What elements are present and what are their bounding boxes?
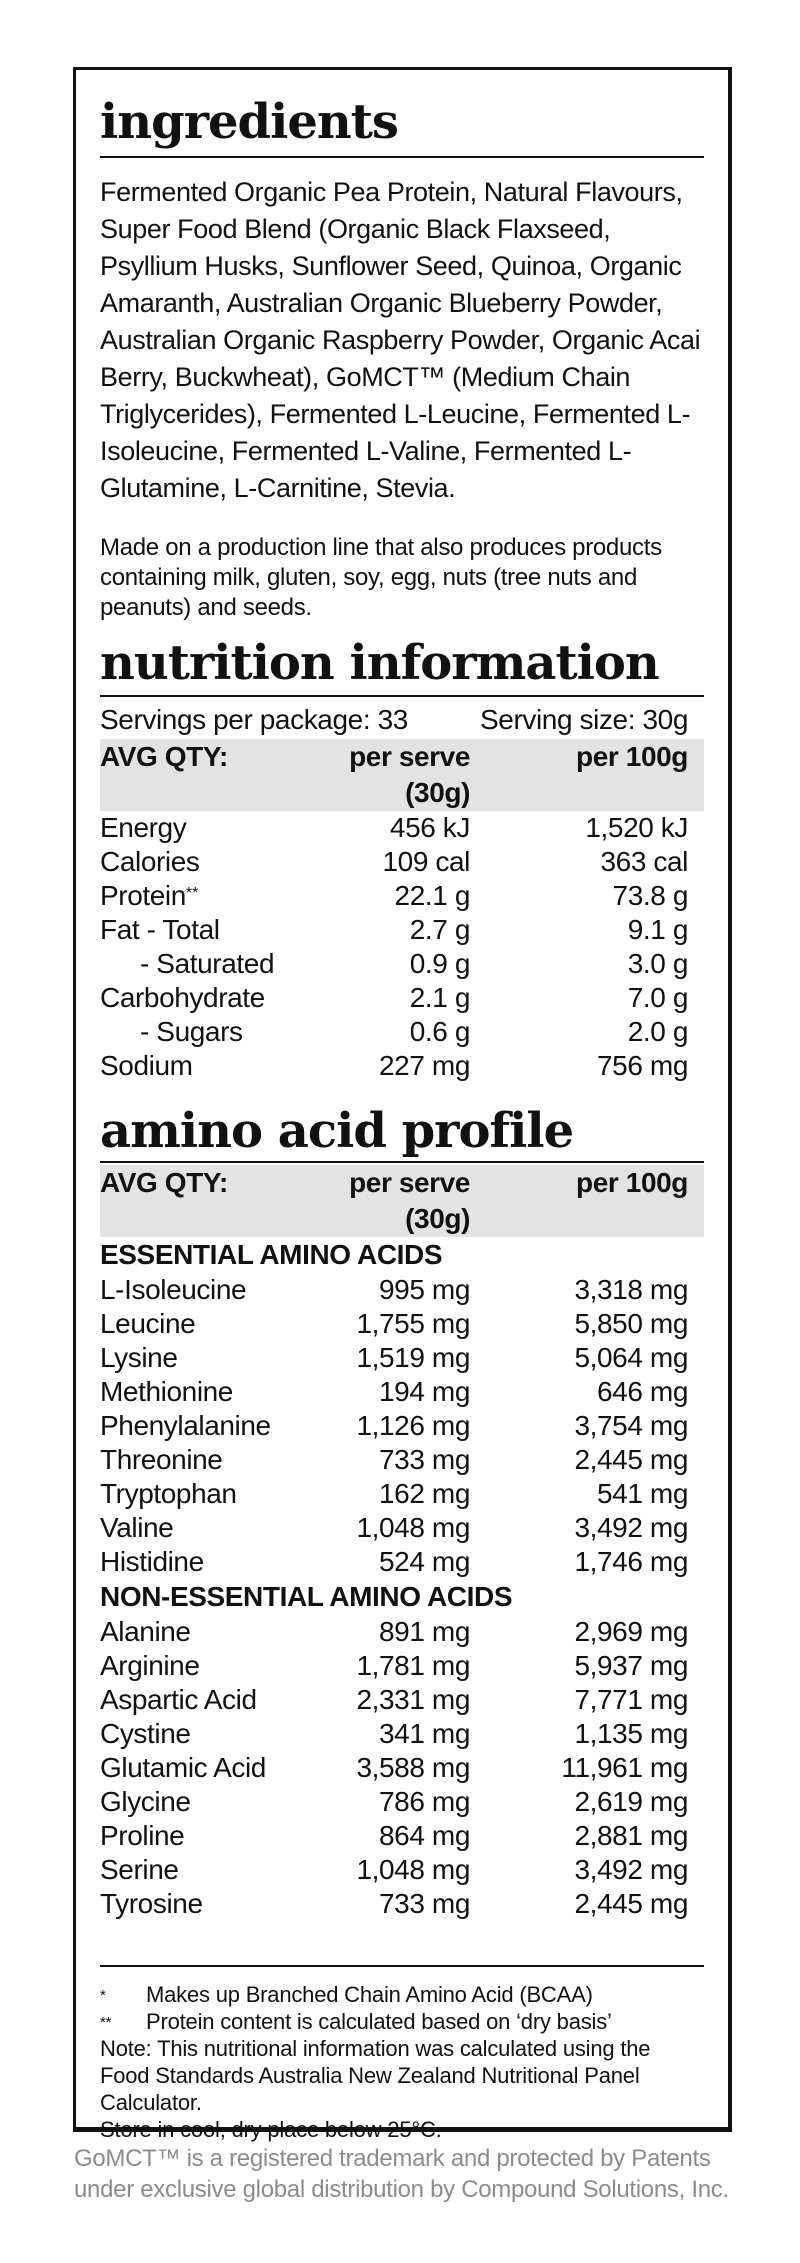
per-serve-value: 891 mg [379, 1616, 470, 1647]
per-serve-value: 1,126 mg [356, 1410, 470, 1441]
amino-row [100, 1615, 704, 1649]
per-serve-value: 1,755 mg [356, 1308, 470, 1339]
per-serve-value: 1,048 mg [356, 1512, 470, 1543]
row-label: Proline [100, 1820, 185, 1851]
row-label: Sodium [100, 1050, 193, 1081]
per-serve-header: per serve (30g) [349, 1167, 470, 1234]
per-100g-value: 2,445 mg [574, 1888, 688, 1919]
amino-row [100, 1819, 704, 1853]
nutrition-row [100, 811, 704, 845]
row-label: Threonine [100, 1444, 223, 1475]
nutrition-row [100, 981, 704, 1015]
per-serve-value: 3,588 mg [356, 1752, 470, 1783]
nutrition-table-body [100, 811, 704, 1083]
amino-row [100, 1307, 704, 1341]
row-label: Valine [100, 1512, 174, 1543]
per-100g-value: 756 mg [597, 1050, 688, 1081]
row-label: Methionine [100, 1376, 233, 1407]
divider [100, 1965, 704, 1967]
amino-row [100, 1545, 704, 1579]
per-serve-value: 524 mg [379, 1546, 470, 1577]
nutrition-heading: nutrition information [100, 635, 659, 691]
row-label: Tryptophan [100, 1478, 237, 1509]
per-100g-value: 1,746 mg [574, 1546, 688, 1577]
footnote-items [100, 1981, 704, 2035]
footnote-marker: ** [100, 2014, 112, 2031]
footnote-item [100, 1981, 704, 2008]
per-serve-value: 733 mg [379, 1888, 470, 1919]
row-label: - Saturated [140, 948, 275, 979]
row-label: Alanine [100, 1616, 191, 1647]
nutrition-row [100, 845, 704, 879]
per-100g-value: 3,318 mg [574, 1274, 688, 1305]
nutrition-row [100, 1015, 704, 1049]
amino-row [100, 1409, 704, 1443]
footnote-marker: ** [185, 885, 199, 902]
per-100g-value: 7,771 mg [574, 1684, 688, 1715]
per-serve-value: 995 mg [379, 1274, 470, 1305]
amino-row [100, 1375, 704, 1409]
per-100g-value: 646 mg [597, 1376, 688, 1407]
per-serve-value: 227 mg [379, 1050, 470, 1081]
row-label: L-Isoleucine [100, 1274, 247, 1305]
row-label: Glutamic Acid [100, 1752, 266, 1783]
footnote-marker: * [100, 1987, 106, 2004]
row-label: - Sugars [140, 1016, 243, 1047]
per-100g-value: 5,850 mg [574, 1308, 688, 1339]
per-100g-header: per 100g [576, 741, 688, 772]
amino-row [100, 1683, 704, 1717]
per-serve-value: 733 mg [379, 1444, 470, 1475]
per-100g-value: 5,937 mg [574, 1650, 688, 1681]
per-serve-value: 2.1 g [409, 982, 470, 1013]
row-label: Lysine [100, 1342, 178, 1373]
per-serve-value: 2.7 g [409, 914, 470, 945]
amino-row [100, 1477, 704, 1511]
footnote-text: Protein content is calculated based on ‘dry basis’ [146, 2009, 612, 2034]
row-label: Calories [100, 846, 200, 877]
row-label: Fat - Total [100, 914, 220, 945]
row-label: Phenylalanine [100, 1410, 271, 1441]
row-label: Leucine [100, 1308, 196, 1339]
per-serve-value: 0.9 g [409, 948, 470, 979]
row-label: Cystine [100, 1718, 191, 1749]
amino-row [100, 1649, 704, 1683]
footnotes [100, 1981, 704, 2143]
per-100g-value: 7.0 g [627, 982, 688, 1013]
per-100g-value: 363 cal [600, 846, 688, 877]
per-100g-value: 2,969 mg [574, 1616, 688, 1647]
row-label: Arginine [100, 1650, 200, 1681]
per-100g-value: 2,619 mg [574, 1786, 688, 1817]
nutrition-label-panel [73, 67, 732, 2142]
divider [100, 156, 704, 158]
per-100g-value: 1,520 kJ [585, 812, 688, 843]
per-100g-value: 11,961 mg [561, 1752, 688, 1783]
amino-row [100, 1341, 704, 1375]
per-100g-value: 2,445 mg [574, 1444, 688, 1475]
ingredients-text: Fermented Organic Pea Protein, Natural Flavours, Super Food Blend (Organic Black Flaxseed, Psyllium Husks, Sunflower Seed, Quinoa, Organic Amaranth, Australian Organic Blueberry Powder, Australian Organic Raspberry Powder, Organic Acai Berry, Buckwheat), GoMCT™ (Medium Chain Triglycerides), Fermented L-Leucine, Fermented L-Isoleucine, Fermented L-Valine, Fermented L-Glutamine, L-Carnitine, Stevia. [100, 177, 701, 503]
amino-row [100, 1853, 704, 1887]
per-100g-header: per 100g [576, 1167, 688, 1198]
servings-per-package: Servings per package: 33 [100, 704, 408, 735]
nutrition-row [100, 879, 704, 913]
amino-group-heading: NON-ESSENTIAL AMINO ACIDS [100, 1581, 513, 1612]
row-label: Tyrosine [100, 1888, 203, 1919]
ingredients-heading: ingredients [100, 94, 398, 150]
per-100g-value: 2.0 g [627, 1016, 688, 1047]
row-label: Serine [100, 1854, 179, 1885]
per-serve-value: 341 mg [379, 1718, 470, 1749]
amino-table-body [100, 1237, 704, 1921]
amino-row [100, 1273, 704, 1307]
per-serve-value: 109 cal [382, 846, 470, 877]
amino-row [100, 1443, 704, 1477]
per-100g-value: 541 mg [597, 1478, 688, 1509]
per-serve-value: 1,519 mg [356, 1342, 470, 1373]
amino-table-header-bar [100, 1165, 704, 1237]
allergen-text: Made on a production line that also produces products containing milk, gluten, soy, egg, nuts (tree nuts and peanuts) and seeds. [100, 534, 662, 621]
per-100g-value: 3,492 mg [574, 1854, 688, 1885]
footnote-text: Makes up Branched Chain Amino Acid (BCAA) [146, 1982, 593, 2007]
nutrition-row [100, 913, 704, 947]
trademark-text: GoMCT™ is a registered trademark and protected by Patents under exclusive global distribution by Compound Solutions, Inc. [74, 2145, 729, 2203]
per-serve-value: 456 kJ [389, 812, 470, 843]
serving-size: Serving size: 30g [480, 704, 688, 735]
avg-qty-label: AVG QTY: [100, 741, 228, 772]
amino-row [100, 1887, 704, 1921]
per-100g-value: 9.1 g [627, 914, 688, 945]
per-serve-value: 2,331 mg [356, 1684, 470, 1715]
per-serve-header: per serve (30g) [349, 741, 470, 808]
row-label: Protein** [100, 880, 199, 911]
per-serve-value: 1,048 mg [356, 1854, 470, 1885]
amino-group-heading: ESSENTIAL AMINO ACIDS [100, 1239, 443, 1270]
divider [100, 1161, 704, 1163]
amino-row [100, 1751, 704, 1785]
per-serve-value: 22.1 g [394, 880, 470, 911]
row-label: Energy [100, 812, 187, 843]
row-label: Aspartic Acid [100, 1684, 257, 1715]
amino-heading: amino acid profile [100, 1103, 574, 1159]
nutrition-row [100, 1049, 704, 1083]
per-serve-value: 1,781 mg [356, 1650, 470, 1681]
amino-row [100, 1511, 704, 1545]
row-label: Glycine [100, 1786, 191, 1817]
nutrition-table-header-bar [100, 739, 704, 811]
storage-note: Store in cool, dry place below 25°C. [100, 2117, 442, 2142]
per-100g-value: 3,492 mg [574, 1512, 688, 1543]
amino-row [100, 1785, 704, 1819]
per-serve-value: 864 mg [379, 1820, 470, 1851]
footnote-note: Note: This nutritional information was calculated using the Food Standards Australia New Zealand Nutritional Panel Calculator. [100, 2036, 651, 2115]
per-serve-value: 194 mg [379, 1376, 470, 1407]
footnote-item [100, 2008, 704, 2035]
per-100g-value: 1,135 mg [574, 1718, 688, 1749]
per-serve-value: 162 mg [379, 1478, 470, 1509]
row-label: Histidine [100, 1546, 204, 1577]
per-100g-value: 2,881 mg [574, 1820, 688, 1851]
per-100g-value: 73.8 g [612, 880, 688, 911]
nutrition-row [100, 947, 704, 981]
per-serve-value: 786 mg [379, 1786, 470, 1817]
per-100g-value: 3.0 g [627, 948, 688, 979]
divider [100, 695, 704, 697]
per-serve-value: 0.6 g [409, 1016, 470, 1047]
per-100g-value: 3,754 mg [574, 1410, 688, 1441]
servings-row [100, 703, 704, 737]
per-100g-value: 5,064 mg [574, 1342, 688, 1373]
avg-qty-label: AVG QTY: [100, 1167, 228, 1198]
row-label: Carbohydrate [100, 982, 265, 1013]
amino-row [100, 1717, 704, 1751]
